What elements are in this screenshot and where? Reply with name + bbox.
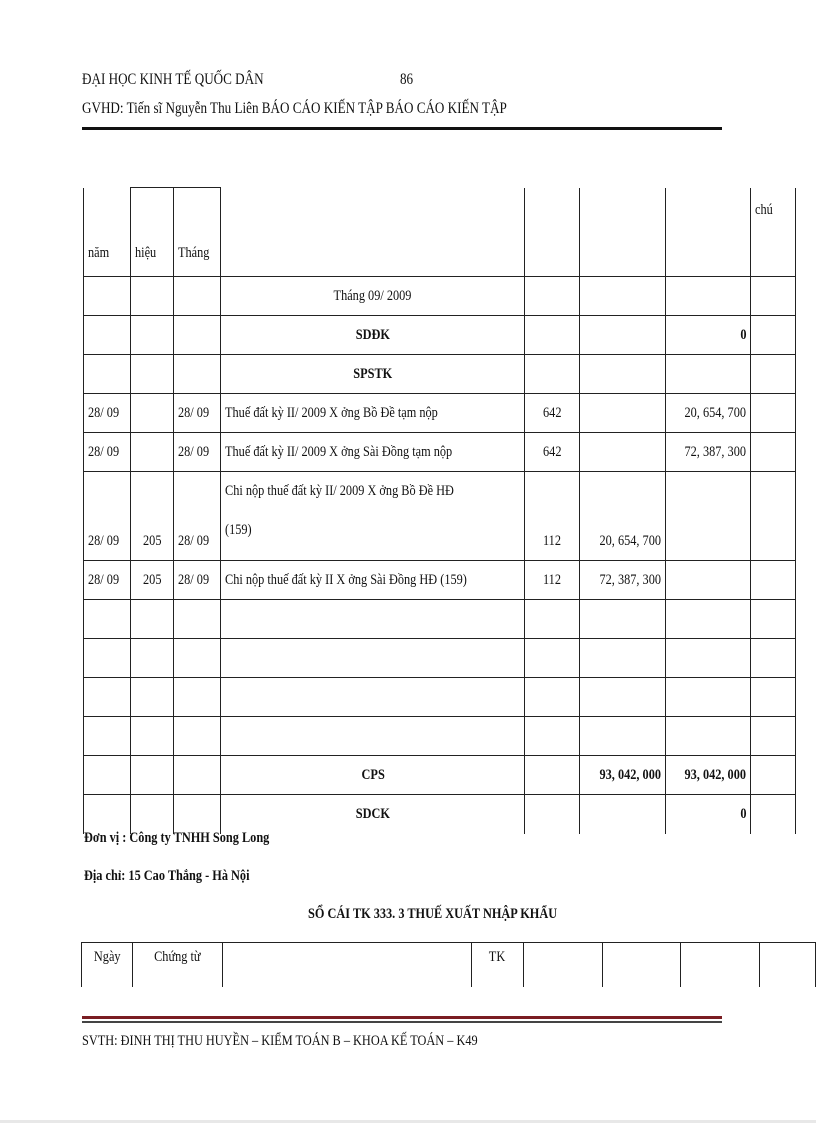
row-account: 642 <box>525 394 580 433</box>
row-credit: 20, 654, 700 <box>666 394 751 433</box>
student-line: SVTH: ĐINH THỊ THU HUYỀN – KIỂM TOÁN B – KHOA KẾ TOÁN – K49 <box>82 1033 478 1049</box>
header-cell-voucher: Chứng từ <box>133 943 222 988</box>
table-row <box>84 433 796 472</box>
header-cell-description <box>221 188 525 277</box>
table-row <box>84 355 796 394</box>
row-description: CPS <box>221 756 525 795</box>
row-date: 28/ 09 <box>84 561 131 600</box>
company-address: Địa chỉ: 15 Cao Thắng - Hà Nội <box>84 868 250 884</box>
company-unit: Đơn vị : Công ty TNHH Song Long <box>84 830 270 846</box>
table-row-total <box>84 756 796 795</box>
row-credit: 0 <box>666 795 751 834</box>
ledger-table <box>83 187 796 834</box>
row-credit: 0 <box>666 316 751 355</box>
row-number: 205 <box>130 472 173 561</box>
footer-divider-secondary <box>82 1021 722 1023</box>
table-row-closing <box>84 795 796 834</box>
row-month: 28/ 09 <box>173 472 220 561</box>
row-description: Chi nộp thuế đất kỳ II/ 2009 X ởng Bồ Đề HĐ (159) <box>221 472 525 561</box>
row-month: 28/ 09 <box>173 394 220 433</box>
row-date: 28/ 09 <box>84 433 131 472</box>
row-description: Thuế đất kỳ II/ 2009 X ởng Sài Đồng tạm nộp <box>221 433 525 472</box>
row-debit: 20, 654, 700 <box>580 472 666 561</box>
header-cell-account: TK <box>471 943 523 988</box>
header-cell-credit <box>666 188 751 277</box>
row-debit: 93, 042, 000 <box>580 756 666 795</box>
table-row-empty <box>84 600 796 639</box>
header-cell-empty <box>681 943 760 988</box>
row-account: 642 <box>525 433 580 472</box>
footer-divider <box>82 1016 722 1019</box>
ledger-title: SỔ CÁI TK 333. 3 THUẾ XUẤT NHẬP KHẨU <box>308 906 558 922</box>
row-description: Tháng 09/ 2009 <box>221 277 525 316</box>
header-cell-empty <box>760 943 816 988</box>
ledger2-header-row <box>82 943 816 988</box>
table-row <box>84 561 796 600</box>
row-account: 112 <box>525 561 580 600</box>
row-description: SPSTK <box>221 355 525 394</box>
ledger-header-row <box>84 188 796 277</box>
row-credit: 72, 387, 300 <box>666 433 751 472</box>
table-row-empty <box>84 717 796 756</box>
supervisor-line: GVHD: Tiến sĩ Nguyễn Thu Liên BÁO CÁO KIẾN TẬP BÁO CÁO KIẾN TẬP <box>82 100 507 117</box>
header-cell-description <box>222 943 471 988</box>
header-cell-account <box>525 188 580 277</box>
ledger2-table <box>81 942 816 987</box>
table-row-empty <box>84 639 796 678</box>
table-row <box>84 316 796 355</box>
table-row-empty <box>84 678 796 717</box>
row-number: 205 <box>130 561 173 600</box>
header-cell-empty <box>602 943 681 988</box>
header-cell-year: năm <box>84 188 131 277</box>
row-description: Thuế đất kỳ II/ 2009 X ởng Bồ Đề tạm nộp <box>221 394 525 433</box>
table-row <box>84 472 796 561</box>
table-row <box>84 277 796 316</box>
header-cell-empty <box>524 943 603 988</box>
header-cell-date: Ngày <box>82 943 133 988</box>
page-number: 86 <box>400 71 414 88</box>
row-description: Chi nộp thuế đất kỳ II X ởng Sài Đồng HĐ (159) <box>221 561 525 600</box>
header-cell-note: chú <box>751 188 796 277</box>
table-row <box>84 394 796 433</box>
row-description: SDCK <box>221 795 525 834</box>
header-cell-month: Tháng <box>173 188 220 277</box>
row-debit: 72, 387, 300 <box>580 561 666 600</box>
row-account: 112 <box>525 472 580 561</box>
school-name: ĐẠI HỌC KINH TẾ QUỐC DÂN <box>82 71 264 88</box>
row-credit: 93, 042, 000 <box>666 756 751 795</box>
row-month: 28/ 09 <box>173 561 220 600</box>
row-month: 28/ 09 <box>173 433 220 472</box>
row-date: 28/ 09 <box>84 472 131 561</box>
header-cell-number: hiệu <box>130 188 173 277</box>
header-divider <box>82 127 722 130</box>
row-date: 28/ 09 <box>84 394 131 433</box>
row-description: SDĐK <box>221 316 525 355</box>
header-cell-debit <box>580 188 666 277</box>
